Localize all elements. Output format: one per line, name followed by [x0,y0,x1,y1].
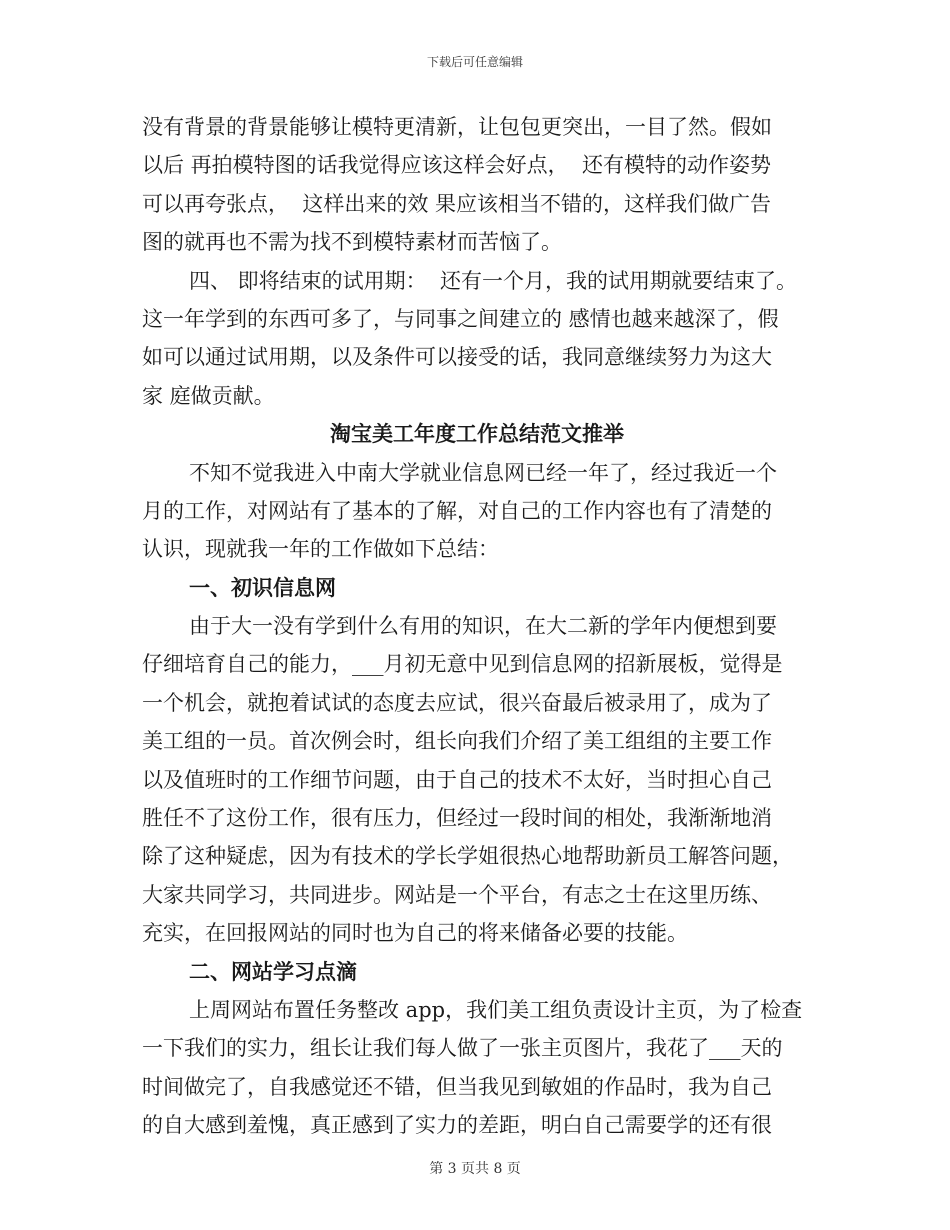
text-line: 除了这种疑虑，因为有技术的学长学姐很热心地帮助新员工解答问题， [142,844,793,869]
text-line: 一个机会，就抱着试试的态度去应试，很兴奋最后被录用了，成为了 [142,690,772,715]
text-line: 没有背景的背景能够让模特更清新，让包包更突出，一目了然。假如 [142,115,772,139]
document-body [142,108,812,1145]
text-line: 以后 再拍模特图的话我觉得应该这样会好点， 还有模特的动作姿势 [142,153,772,178]
text-line: 月的工作，对网站有了基本的了解，对自己的工作内容也有了清楚的 [142,498,772,523]
section-heading: 一、初识信息网 [189,574,336,600]
text-line: 家 庭做贡献。 [142,383,275,408]
text-line: 一下我们的实力，组长让我们每人做了一张主页图片，我花了___天的 [142,1036,783,1061]
text-line: 充实，在回报网站的同时也为自己的将来储备必要的技能。 [142,921,688,946]
article-title: 淘宝美工年度工作总结范文推举 [330,421,624,447]
text-line: 胜任不了这份工作，很有压力，但经过一段时间的相处，我渐渐地消 [142,806,772,831]
text-line: 仔细培育自己的能力，___月初无意中见到信息网的招新展板，觉得是 [142,652,783,677]
text-line: 的自大感到羞愧，真正感到了实力的差距，明白自己需要学的还有很 [142,1113,772,1138]
text-line: 美工组的一员。首次例会时，组长向我们介绍了美工组组的主要工作 [142,729,772,754]
text-line: 如可以通过试用期，以及条件可以接受的话，我同意继续努力为这大 [142,345,772,370]
text-line: 图的就再也不需为找不到模特素材而苦恼了。 [142,230,562,255]
text-line: 大家共同学习，共同进步。网站是一个平台，有志之士在这里历练、 [142,882,772,907]
text-line: 由于大一没有学到什么有用的知识，在大二新的学年内便想到要 [189,614,777,639]
page-header: 下载后可任意编辑 [426,55,523,69]
text-line: 不知不觉我进入中南大学就业信息网已经一年了，经过我近一个 [189,460,777,485]
section-heading: 二、网站学习点滴 [189,958,357,984]
text-line: 这一年学到的东西可多了，与同事之间建立的 感情也越来越深了，假 [142,306,779,331]
text-line: 认识，现就我一年的工作做如下总结： [142,537,499,562]
text-line: 四、 即将结束的试用期： 还有一个月，我的试用期就要结束了。 [189,268,798,293]
page-footer: 第 3 页共 8 页 [429,1161,521,1177]
text-line: 上周网站布置任务整改 app，我们美工组负责设计主页，为了检查 [189,997,803,1022]
text-line: 时间做完了，自我感觉还不错，但当我见到敏姐的作品时，我为自己 [142,1074,772,1099]
text-line: 可以再夸张点， 这样出来的效 果应该相当不错的，这样我们做广告 [142,191,772,216]
text-line: 以及值班时的工作细节问题，由于自己的技术不太好，当时担心自己 [142,767,772,792]
